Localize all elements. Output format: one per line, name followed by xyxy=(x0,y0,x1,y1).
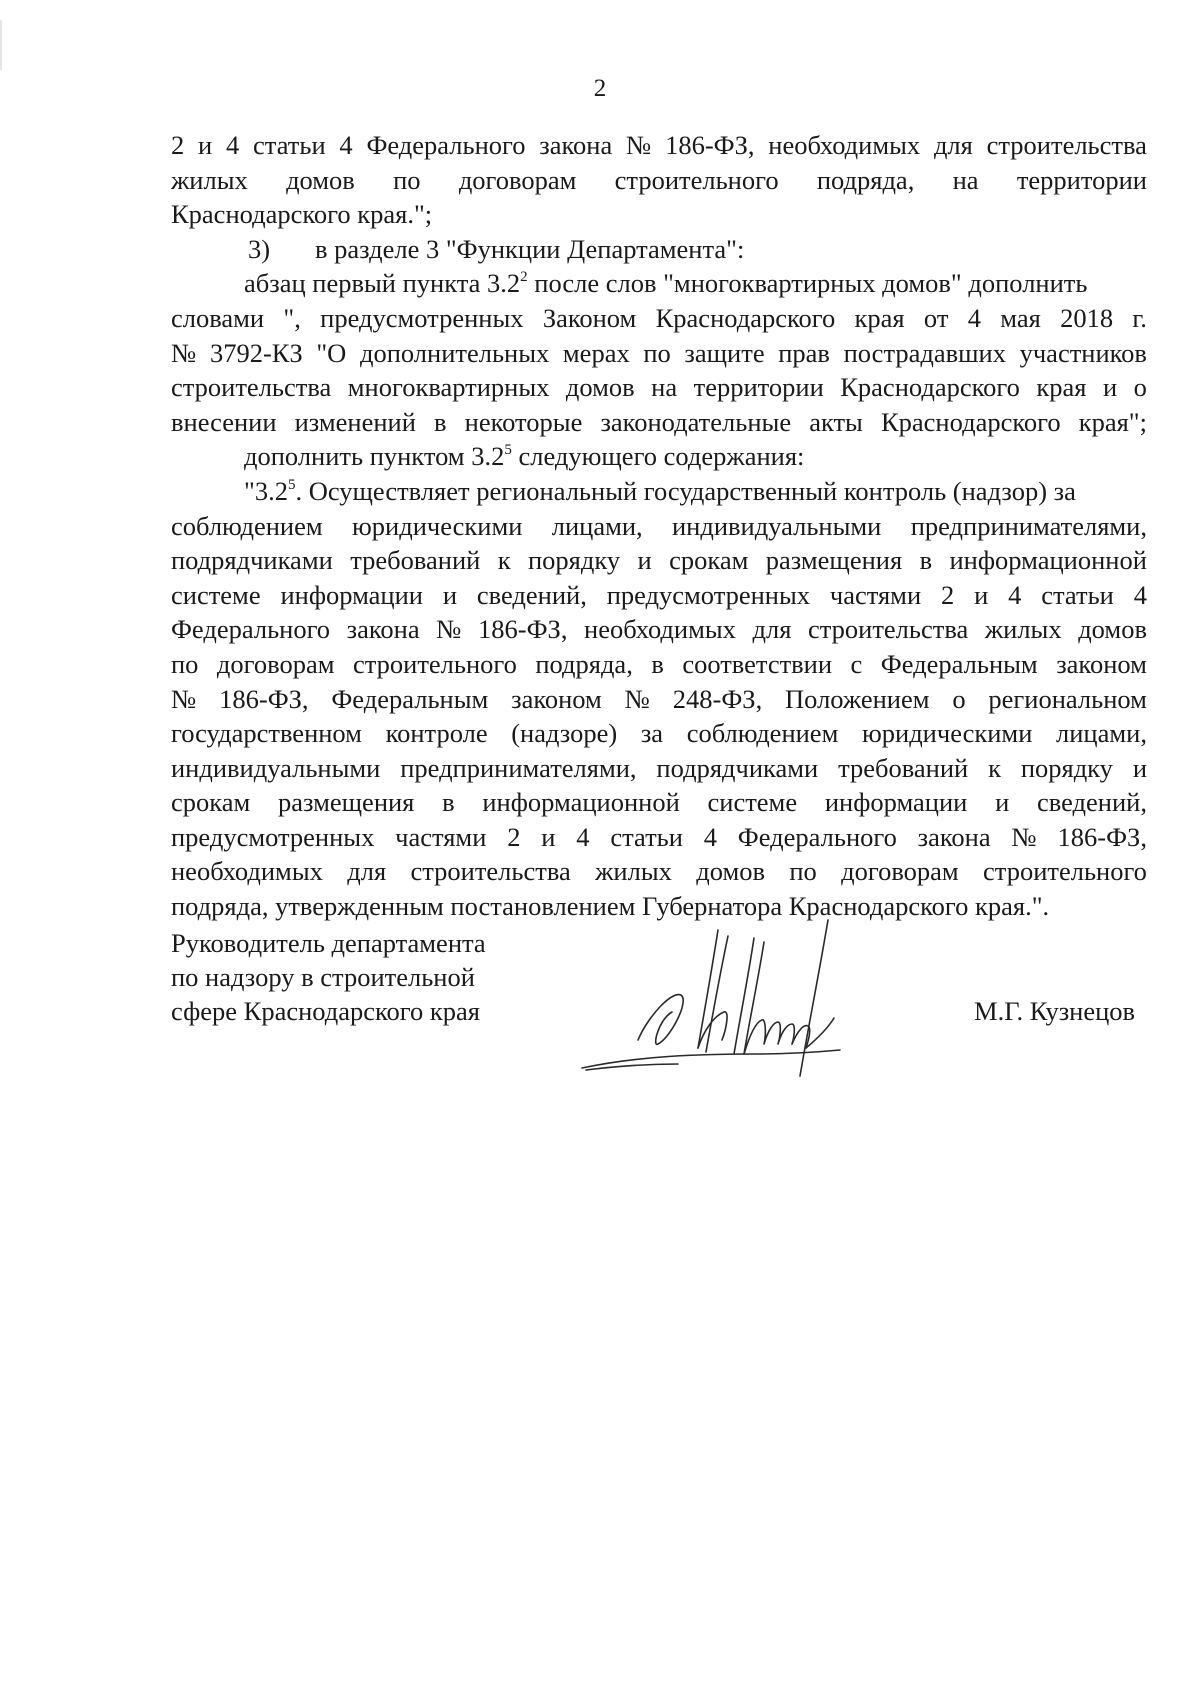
text-line xyxy=(171,785,1147,820)
word: подрядчиками xyxy=(171,545,333,576)
word: дополнительных xyxy=(359,337,550,368)
word: срокам xyxy=(669,545,749,576)
word: необходимых xyxy=(768,130,921,160)
word: юридическими xyxy=(861,718,1033,749)
word: информации xyxy=(280,579,423,610)
word: к xyxy=(988,752,1001,783)
word: предусмотренных xyxy=(606,579,811,610)
word: региональном xyxy=(988,683,1147,714)
word: законом xyxy=(511,683,602,714)
word: Федерального xyxy=(737,821,897,852)
word: 2018 xyxy=(1060,302,1114,333)
word: закона xyxy=(917,821,991,852)
word: мерах xyxy=(562,337,630,368)
word: 3792-КЗ xyxy=(209,337,303,368)
word: частями xyxy=(829,579,922,610)
word: юридическими xyxy=(351,510,523,541)
word: Краснодарского xyxy=(655,302,836,333)
word: сведений, xyxy=(476,579,587,610)
word: мая xyxy=(1000,302,1041,333)
word: и xyxy=(1102,372,1118,403)
word: и xyxy=(442,579,458,610)
word: порядку xyxy=(528,545,621,576)
superscript: 2 xyxy=(520,269,528,286)
word: 186-ФЗ, xyxy=(665,130,755,160)
text-line xyxy=(171,509,1147,544)
scan-edge-mark xyxy=(0,20,2,70)
text-line xyxy=(171,301,1147,336)
word: в xyxy=(434,406,447,437)
list-item-number: 3) xyxy=(248,233,271,264)
word: словами xyxy=(171,302,265,333)
word: к xyxy=(497,545,511,576)
word: 4 xyxy=(339,130,353,160)
word: требований xyxy=(350,545,481,576)
text-line xyxy=(171,370,1147,405)
word: договорам xyxy=(216,648,335,679)
word: соответствии xyxy=(682,648,833,679)
word: системе xyxy=(171,579,261,610)
word: подрядчиками xyxy=(656,752,819,783)
word: домов xyxy=(565,372,635,403)
word: № xyxy=(171,683,197,714)
word: (надзоре) xyxy=(511,718,618,749)
word: Федеральным xyxy=(880,648,1038,679)
superscript: 5 xyxy=(287,476,296,493)
word: законодательные xyxy=(600,406,792,437)
word: Федеральным xyxy=(331,683,489,714)
word: жилых xyxy=(984,614,1062,645)
word: соблюдением xyxy=(686,718,839,749)
word: участников xyxy=(1019,337,1147,368)
word: Федерального xyxy=(171,614,331,645)
signatory-title xyxy=(171,926,486,1028)
word: 2 xyxy=(507,821,521,852)
word: изменений xyxy=(294,406,416,437)
word: по xyxy=(393,164,421,195)
word: и xyxy=(974,579,989,610)
word: Краснодарского xyxy=(880,406,1061,437)
word: подряда, xyxy=(816,164,915,195)
word: № xyxy=(626,130,652,160)
word: Положением xyxy=(785,683,930,714)
text-segment: после слов "многоквартирных домов" дополнить xyxy=(527,268,1088,299)
word: и xyxy=(637,545,652,576)
word: от xyxy=(923,302,949,333)
word: 4 xyxy=(1133,579,1147,610)
word: для xyxy=(347,856,387,887)
word: и xyxy=(198,130,213,160)
word: размещения xyxy=(278,787,415,818)
word: необходимых xyxy=(584,614,736,645)
signatory-title-line: Руководитель департамента xyxy=(171,928,486,958)
word: строительства xyxy=(807,614,969,645)
word: 186-ФЗ, xyxy=(219,683,309,714)
word: внесении xyxy=(171,406,277,437)
word: Краснодарского xyxy=(840,372,1020,403)
word: № xyxy=(624,683,650,714)
word: о xyxy=(1133,372,1147,403)
word: информационной xyxy=(482,787,680,818)
word: предусмотренных xyxy=(171,821,375,852)
word: территории xyxy=(1016,164,1147,195)
word: и xyxy=(541,821,556,852)
word: защите xyxy=(684,337,765,368)
word: соблюдением xyxy=(171,510,323,541)
word: края xyxy=(854,302,905,333)
word: по xyxy=(171,648,199,679)
text-segment: следующего содержания: xyxy=(511,441,805,472)
text-segment: абзац первый пункта 3.2 xyxy=(244,268,521,299)
text-line xyxy=(171,682,1147,717)
word: 4 xyxy=(967,302,981,333)
word: в xyxy=(919,545,933,576)
text-line xyxy=(171,543,1147,578)
word: законом xyxy=(1056,648,1147,679)
word: Федерального xyxy=(366,130,526,160)
text-line xyxy=(171,578,1147,613)
word: многоквартирных xyxy=(347,372,550,403)
word: строительного xyxy=(983,856,1147,887)
word: "О xyxy=(316,337,347,368)
word: требований xyxy=(838,752,969,783)
word: пострадавших xyxy=(843,337,1006,368)
word: за xyxy=(640,718,664,749)
text-line xyxy=(171,266,1147,301)
word: с xyxy=(850,648,863,679)
word: закона xyxy=(346,614,420,645)
word: порядку xyxy=(1020,752,1113,783)
text-line xyxy=(171,820,1147,855)
word: территории xyxy=(693,372,824,403)
handwritten-signature xyxy=(578,918,898,1078)
text-line xyxy=(171,854,1147,889)
word: жилых xyxy=(171,164,248,195)
word: необходимых xyxy=(171,856,323,887)
word: и xyxy=(1132,752,1147,783)
word: подряда, xyxy=(535,648,633,679)
word: государственном xyxy=(171,718,362,749)
word: 4 xyxy=(576,821,590,852)
word: строительства xyxy=(986,130,1147,160)
word: на xyxy=(952,164,979,195)
word: края xyxy=(1036,372,1087,403)
word: Законом xyxy=(542,302,637,333)
text-line xyxy=(171,405,1147,440)
word: № xyxy=(1011,821,1037,852)
word: контроле xyxy=(385,718,488,749)
word: для xyxy=(752,614,792,645)
word: индивидуальными xyxy=(171,752,381,783)
word: № xyxy=(436,614,462,645)
word: № xyxy=(171,337,197,368)
text-line xyxy=(171,232,1147,267)
text-segment: . Осуществляет региональный государственный контроль (надзор) за xyxy=(295,475,1076,506)
word: лицами, xyxy=(551,510,643,541)
word: и xyxy=(995,787,1010,818)
word: 186-ФЗ, xyxy=(478,614,568,645)
word: г. xyxy=(1132,302,1147,333)
word: 186-ФЗ, xyxy=(1057,821,1147,852)
word: в xyxy=(651,648,664,679)
word: домов xyxy=(286,164,355,195)
word: 4 xyxy=(703,821,717,852)
word: на xyxy=(651,372,678,403)
text-line xyxy=(171,128,1147,163)
word: договорам xyxy=(841,856,959,887)
word: срокам xyxy=(171,787,251,818)
word: домов xyxy=(1078,614,1147,645)
text-line xyxy=(171,163,1147,198)
text-line xyxy=(171,336,1147,371)
word: некоторые xyxy=(464,406,583,437)
word: закона xyxy=(539,130,613,160)
text-line xyxy=(171,197,1147,232)
word: информации xyxy=(824,787,968,818)
word: по xyxy=(643,337,671,368)
word: предпринимателями, xyxy=(910,510,1147,541)
word: края"; xyxy=(1078,406,1147,437)
word: акты xyxy=(809,406,863,437)
word: сведений, xyxy=(1037,787,1147,818)
word: размещения xyxy=(765,545,903,576)
word: строительства xyxy=(410,856,571,887)
text-line xyxy=(171,439,1147,474)
word: статьи xyxy=(1041,579,1114,610)
word: предусмотренных xyxy=(320,302,524,333)
word: индивидуальными xyxy=(672,510,882,541)
word: системе xyxy=(707,787,798,818)
word: 4 xyxy=(226,130,240,160)
text-line xyxy=(171,751,1147,786)
text-line xyxy=(171,716,1147,751)
text-segment: "3.2 xyxy=(244,475,288,506)
word: строительного xyxy=(614,164,779,195)
word: домов xyxy=(696,856,765,887)
word: 248-ФЗ, xyxy=(672,683,763,714)
page-number: 2 xyxy=(593,75,607,102)
word: информационной xyxy=(949,545,1147,576)
text-line xyxy=(171,647,1147,682)
signatory-title-line: по надзору в строительной xyxy=(171,962,475,992)
word: Краснодарского края."; xyxy=(171,199,433,230)
word: по xyxy=(789,856,817,887)
word: подряда, утвержденным постановлением Губернатора Краснодарского края.". xyxy=(171,891,1050,922)
text-line xyxy=(171,612,1147,647)
word: ", xyxy=(283,302,301,333)
word: частями xyxy=(395,821,487,852)
word: 2 xyxy=(171,130,185,160)
text-line xyxy=(171,474,1147,509)
word: прав xyxy=(778,337,830,368)
word: для xyxy=(933,130,973,160)
word: договорам xyxy=(458,164,577,195)
superscript: 5 xyxy=(504,442,512,459)
word: статьи xyxy=(253,130,326,160)
signatory-title-line: сфере Краснодарского края xyxy=(171,996,480,1026)
text-segment: дополнить пунктом 3.2 xyxy=(244,441,505,472)
word: в xyxy=(442,787,455,818)
word: предпринимателями, xyxy=(400,752,637,783)
word: о xyxy=(952,683,966,714)
list-item-text: в разделе 3 "Функции Департамента": xyxy=(315,233,745,264)
word: 4 xyxy=(1008,579,1022,610)
signatory-name: М.Г. Кузнецов xyxy=(974,996,1136,1026)
document-body xyxy=(171,128,1147,924)
word: лицами, xyxy=(1056,718,1147,749)
word: статьи xyxy=(610,821,683,852)
word: 2 xyxy=(941,579,955,610)
word: жилых xyxy=(595,856,672,887)
word: строительного xyxy=(352,648,517,679)
word: строительства xyxy=(171,372,332,403)
